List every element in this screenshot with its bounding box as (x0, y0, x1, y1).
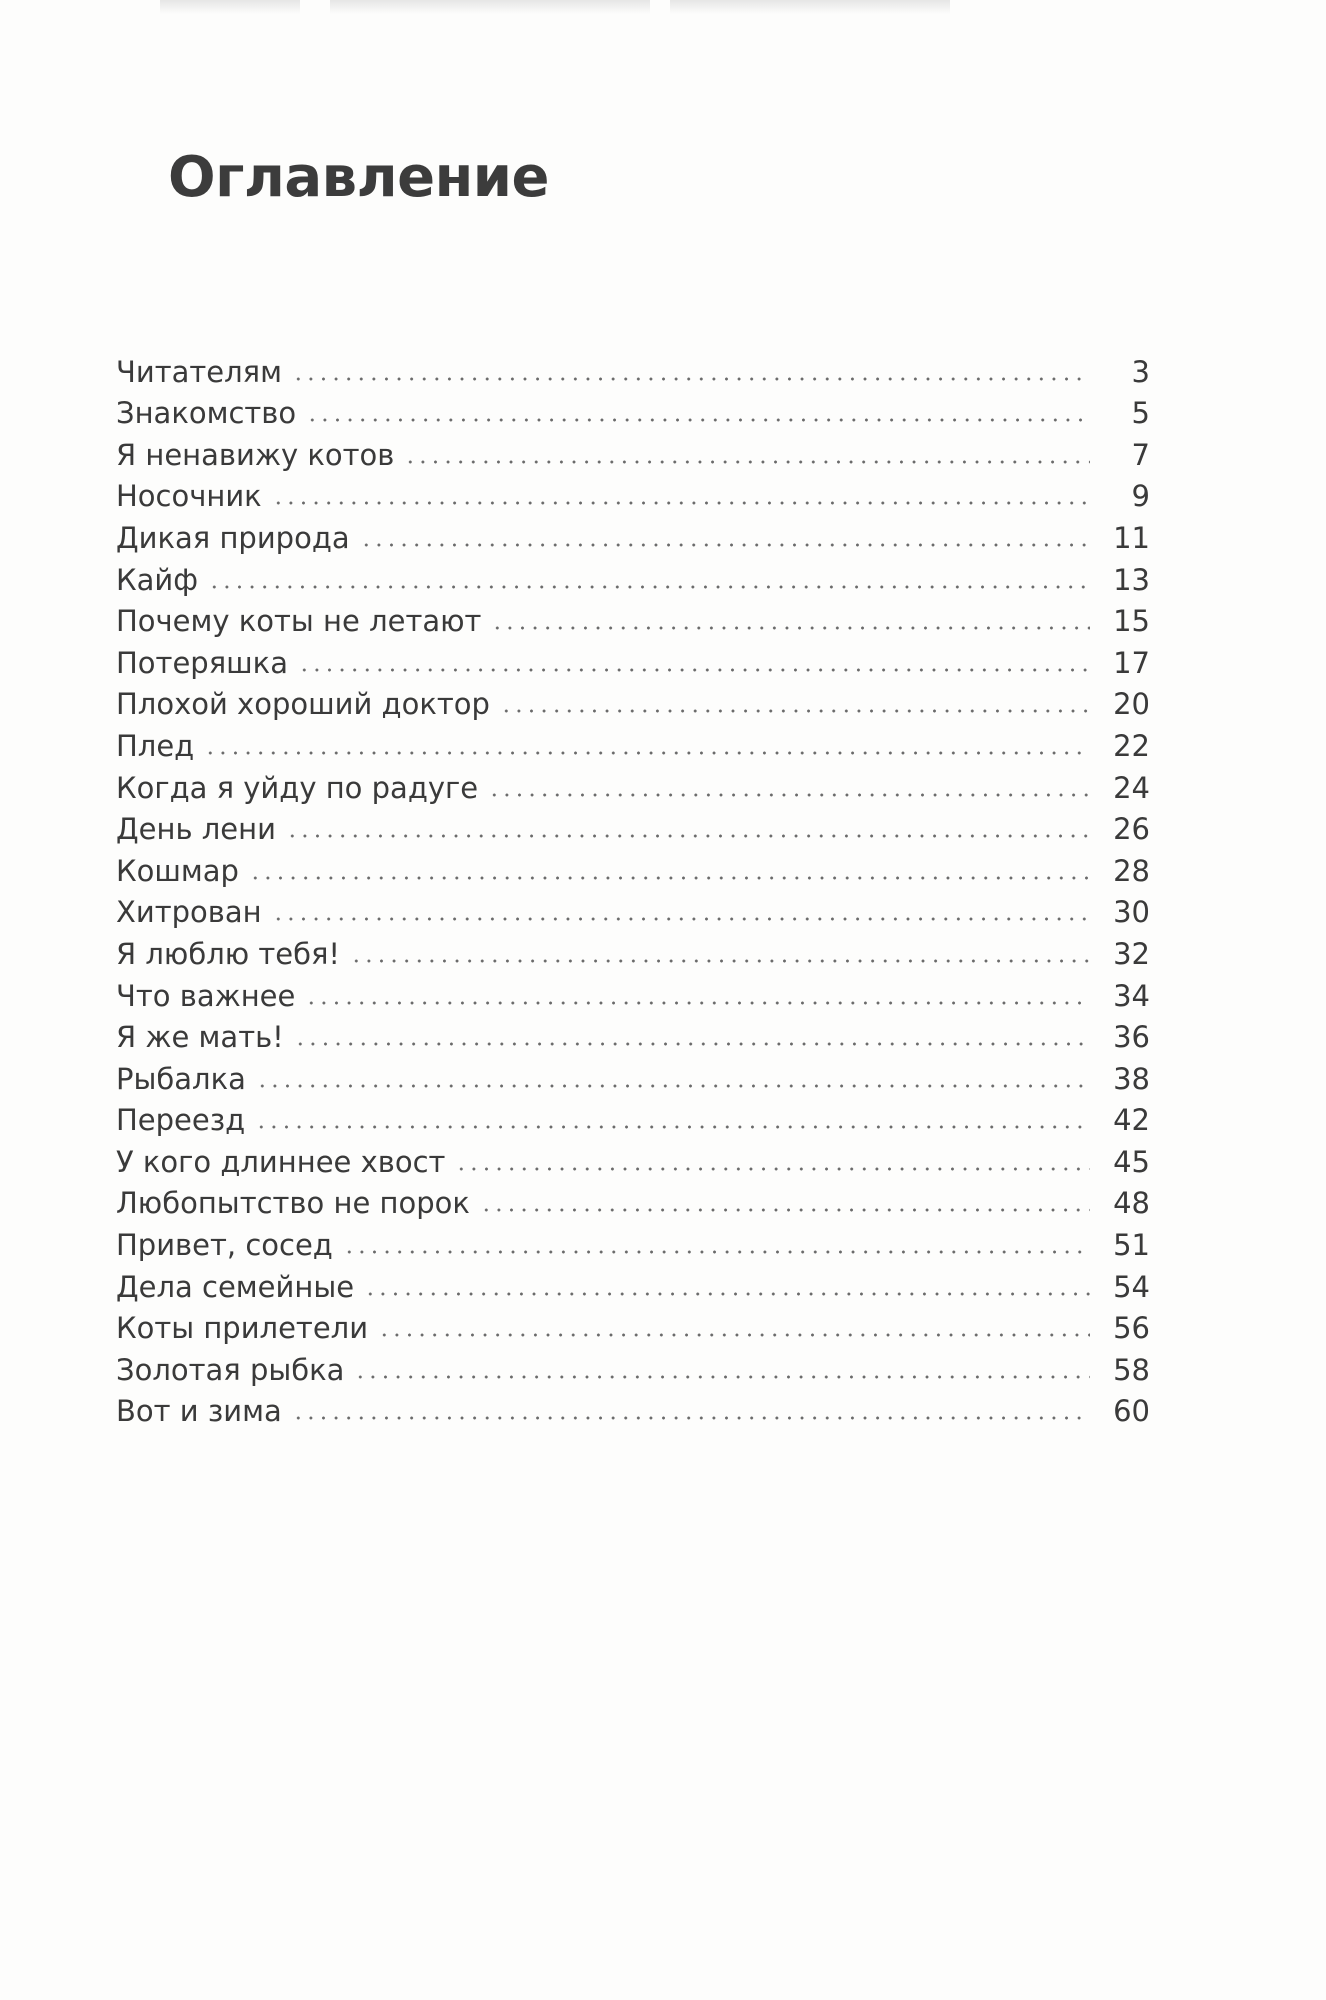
toc-entry (116, 1052, 1150, 1094)
toc-entry-page-number: 36 (1113, 1020, 1150, 1055)
toc-entry-title: Привет, сосед (116, 1228, 333, 1263)
toc-entry-page-number: 56 (1113, 1311, 1150, 1346)
toc-entry-page-number: 9 (1131, 479, 1150, 514)
toc-entry (116, 1343, 1150, 1385)
toc-entry (116, 470, 1150, 512)
toc-entry-title: Хитрован (116, 895, 262, 930)
toc-entry-page-number: 26 (1113, 812, 1150, 847)
toc-entry-title: День лени (116, 812, 276, 847)
dot-leader (500, 709, 1090, 713)
toc-entry-page-number: 17 (1113, 645, 1150, 680)
toc-entry-title: Я же мать! (116, 1020, 284, 1055)
toc-entry (116, 886, 1150, 928)
toc-entry-page-number: 45 (1113, 1144, 1150, 1179)
toc-entry (116, 1094, 1150, 1136)
toc-entry (116, 761, 1150, 803)
toc-entry-page-number: 22 (1113, 728, 1150, 763)
dot-leader (378, 1333, 1090, 1337)
toc-entry-title: Кошмар (116, 853, 239, 888)
dot-leader (249, 876, 1090, 880)
toc-entry-title: Дикая природа (116, 520, 350, 555)
dot-leader (354, 1375, 1090, 1379)
dot-leader (286, 834, 1090, 838)
dot-leader (343, 1250, 1090, 1254)
toc-entry-page-number: 7 (1131, 437, 1150, 472)
toc-entry-title: Дела семейные (116, 1269, 355, 1304)
scan-artifact (330, 0, 650, 14)
toc-entry-title: Коты прилетели (116, 1311, 369, 1346)
dot-leader (488, 793, 1090, 797)
dot-leader (292, 377, 1090, 381)
toc-entry-page-number: 20 (1113, 687, 1150, 722)
toc-entry-title: Переезд (116, 1103, 246, 1138)
dot-leader (204, 751, 1090, 755)
scan-artifact (160, 0, 300, 14)
toc-entry-page-number: 54 (1113, 1269, 1150, 1304)
dot-leader (350, 959, 1090, 963)
toc-entry-title: Потеряшка (116, 645, 288, 680)
toc-entry-title: Я ненавижу котов (116, 437, 395, 472)
toc-entry-title: Что важнее (116, 978, 296, 1013)
toc-entry-title: Любопытство не порок (116, 1186, 470, 1221)
dot-leader (306, 418, 1090, 422)
toc-entry-page-number: 24 (1113, 770, 1150, 805)
dot-leader (305, 1001, 1090, 1005)
toc-entry (116, 387, 1150, 429)
toc-entry (116, 636, 1150, 678)
toc-entry-page-number: 34 (1113, 978, 1150, 1013)
toc-entry-page-number: 3 (1131, 354, 1150, 389)
toc-entry-page-number: 51 (1113, 1228, 1150, 1263)
toc-entry-title: Плед (116, 728, 195, 763)
toc-entry-page-number: 30 (1113, 895, 1150, 930)
toc-entry (116, 1135, 1150, 1177)
toc-entry (116, 428, 1150, 470)
toc-entry (116, 969, 1150, 1011)
toc-entry-title: Читателям (116, 354, 282, 389)
dot-leader (256, 1084, 1090, 1088)
dot-leader (292, 1416, 1090, 1420)
toc-entry (116, 1177, 1150, 1219)
toc-entry-page-number: 42 (1113, 1103, 1150, 1138)
scan-artifact (670, 0, 950, 14)
toc-entry-page-number: 60 (1113, 1394, 1150, 1429)
toc-entry-title: Рыбалка (116, 1061, 246, 1096)
dot-leader (294, 1042, 1090, 1046)
dot-leader (364, 1292, 1090, 1296)
dot-leader (360, 543, 1090, 547)
toc-entry (116, 511, 1150, 553)
toc-entry-page-number: 48 (1113, 1186, 1150, 1221)
toc-entry-title: Знакомство (116, 396, 297, 431)
toc-entry (116, 844, 1150, 886)
toc-entry-title: Вот и зима (116, 1394, 282, 1429)
toc-entry-page-number: 38 (1113, 1061, 1150, 1096)
dot-leader (455, 1167, 1090, 1171)
toc-entry (116, 1385, 1150, 1427)
toc-entry (116, 803, 1150, 845)
toc-entry-title: Плохой хороший доктор (116, 687, 490, 722)
toc-entry (116, 1260, 1150, 1302)
toc-entry-page-number: 28 (1113, 853, 1150, 888)
toc-entry (116, 553, 1150, 595)
toc-entry (116, 595, 1150, 637)
dot-leader (272, 917, 1090, 921)
page-title: Оглавление (168, 145, 550, 210)
dot-leader (208, 585, 1090, 589)
toc-entry-page-number: 32 (1113, 936, 1150, 971)
toc-entry (116, 345, 1150, 387)
toc-entry-page-number: 11 (1113, 520, 1150, 555)
dot-leader (298, 668, 1090, 672)
table-of-contents (116, 345, 1150, 1429)
toc-entry-title: Когда я уйду по радуге (116, 770, 479, 805)
toc-entry-title: Почему коты не летают (116, 604, 482, 639)
toc-entry (116, 1302, 1150, 1344)
toc-entry (116, 1218, 1150, 1263)
toc-entry-page-number: 5 (1131, 396, 1150, 431)
dot-leader (272, 501, 1090, 505)
toc-entry (116, 678, 1150, 720)
toc-entry (116, 1011, 1150, 1053)
toc-entry-title: Я люблю тебя! (116, 936, 341, 971)
toc-entry (116, 927, 1150, 969)
toc-entry-page-number: 13 (1113, 562, 1150, 597)
toc-entry (116, 719, 1150, 761)
toc-entry-title: Золотая рыбка (116, 1352, 345, 1387)
toc-entry-title: У кого длиннее хвост (116, 1144, 446, 1179)
dot-leader (491, 626, 1090, 630)
dot-leader (404, 460, 1090, 464)
dot-leader (255, 1125, 1090, 1129)
toc-entry-page-number: 58 (1113, 1352, 1150, 1387)
toc-entry-title: Кайф (116, 562, 199, 597)
dot-leader (480, 1208, 1090, 1212)
toc-entry-page-number: 15 (1113, 604, 1150, 639)
toc-entry-title: Носочник (116, 479, 262, 514)
